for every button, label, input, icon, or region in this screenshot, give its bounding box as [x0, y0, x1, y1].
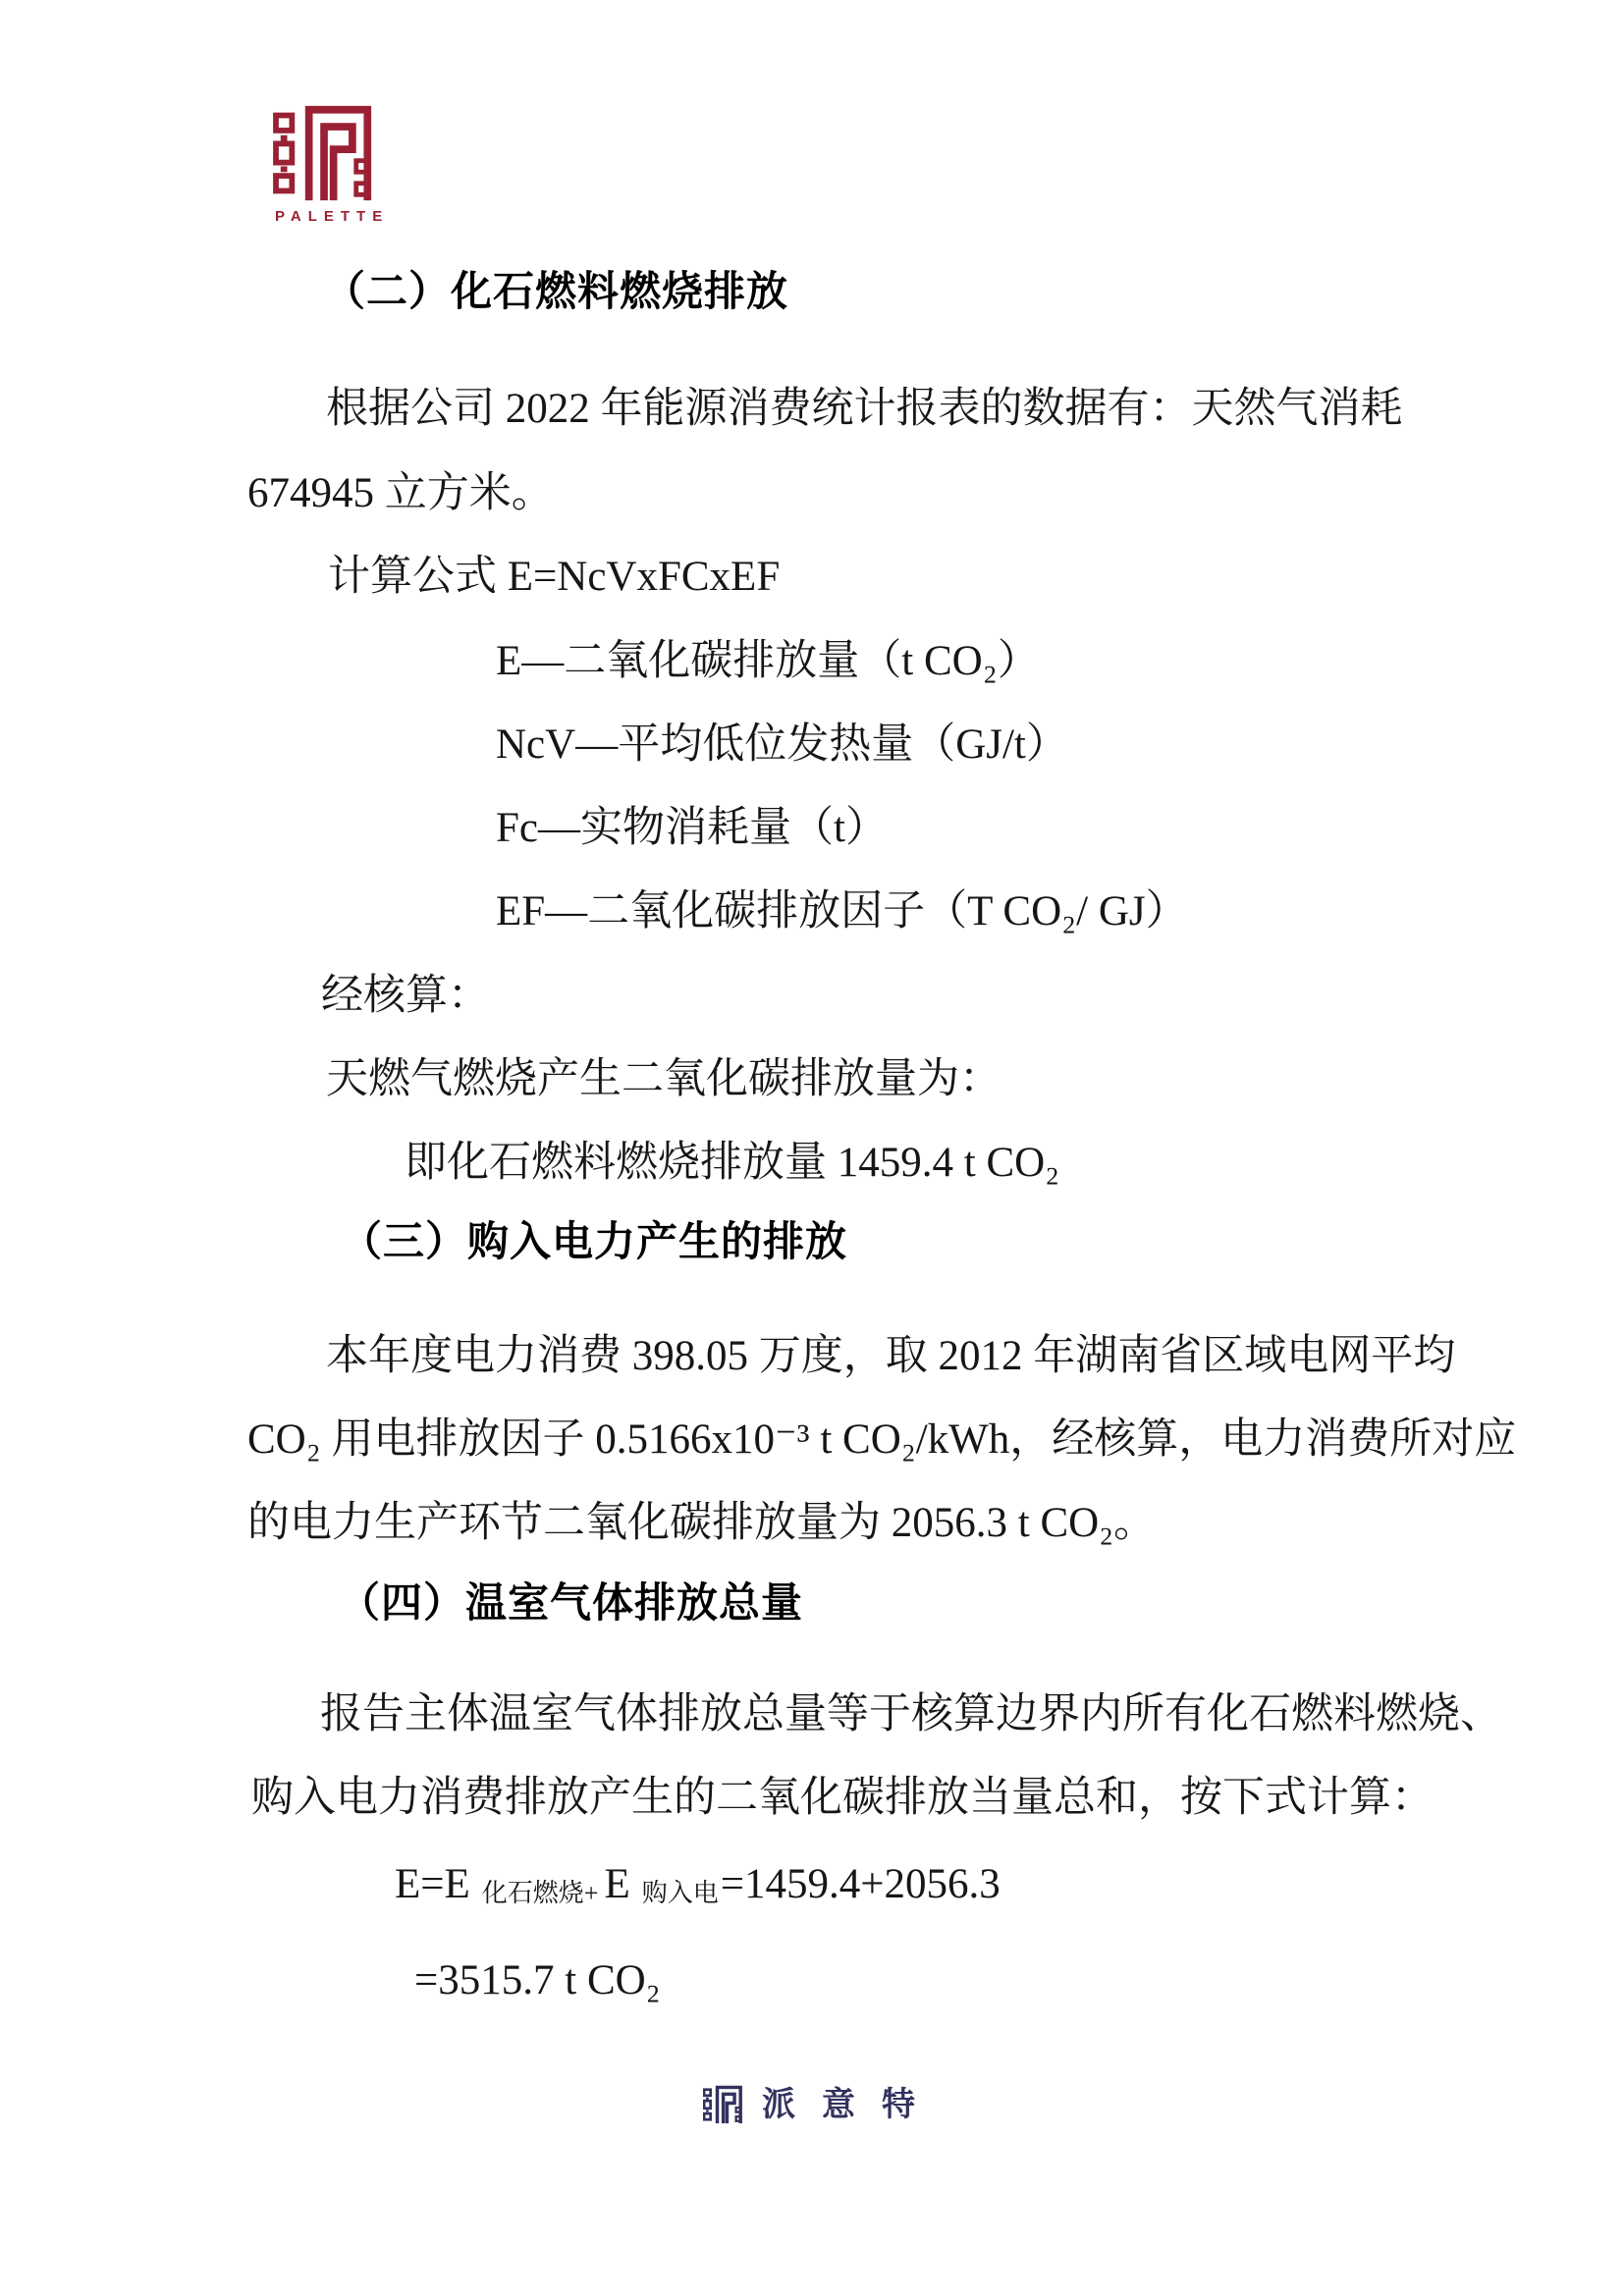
paragraph-electricity-line2: CO₂ 用电排放因子 0.5166x10⁻³ t CO₂/kWh，经核算，电力消费所对应 — [247, 1416, 1517, 1463]
definition-ncv: NcV—平均低位发热量（GJ/t） — [496, 721, 1068, 768]
palette-wordmark: PALETTE — [275, 208, 390, 225]
heading-fossil-fuel-emissions: （二）化石燃料燃烧排放 — [324, 268, 789, 314]
formula-intro-line: 计算公式 E=NcVxFCxEF — [328, 554, 781, 600]
palette-maze-logo-icon — [273, 104, 377, 202]
formula-subscript-fossil: 化石燃烧+ — [481, 1879, 599, 1907]
heading-purchased-electricity-emissions: （三）购入电力产生的排放 — [341, 1218, 848, 1264]
gas-result-intro-line: 天燃气燃烧产生二氧化碳排放量为： — [326, 1056, 1001, 1102]
formula-lhs: E=E — [395, 1861, 470, 1907]
palette-logo — [273, 104, 390, 225]
paragraph-energy-data-line1: 根据公司 2022 年能源消费统计报表的数据有：天然气消耗 — [326, 386, 1403, 432]
fossil-result-line: 即化石燃料燃烧排放量 1459.4 t CO₂ — [405, 1140, 1060, 1186]
after-accounting-line: 经核算： — [321, 973, 490, 1019]
total-emissions-result: =3515.7 t CO₂ — [414, 1957, 661, 2003]
paragraph-total-line1: 报告主体温室气体排放总量等于核算边界内所有化石燃料燃烧、 — [320, 1691, 1502, 1737]
total-emissions-formula — [395, 1859, 1001, 1910]
paragraph-energy-data-line2: 674945 立方米。 — [247, 470, 554, 516]
definition-e: E—二氧化碳排放量（t CO₂） — [496, 638, 1040, 684]
paiyite-footer-name: 派意特 — [762, 2086, 942, 2123]
formula-e2: E — [604, 1861, 630, 1907]
paiyite-maze-logo-icon — [703, 2085, 744, 2124]
definition-ef: EF—二氧化碳排放因子（T CO₂/ GJ） — [496, 888, 1188, 934]
paragraph-electricity-line3: 的电力生产环节二氧化碳排放量为 2056.3 t CO₂。 — [247, 1500, 1157, 1546]
heading-total-ghg-emissions: （四）温室气体排放总量 — [339, 1579, 804, 1626]
paragraph-electricity-line1: 本年度电力消费 398.05 万度，取 2012 年湖南省区域电网平均 — [326, 1333, 1456, 1379]
paiyite-footer-brand — [703, 2085, 942, 2124]
definition-fc: Fc—实物消耗量（t） — [496, 805, 888, 851]
paragraph-total-line2: 购入电力消费排放产生的二氧化碳排放当量总和，按下式计算： — [251, 1775, 1434, 1821]
formula-rhs: =1459.4+2056.3 — [720, 1861, 1001, 1907]
formula-subscript-power: 购入电 — [641, 1879, 719, 1907]
